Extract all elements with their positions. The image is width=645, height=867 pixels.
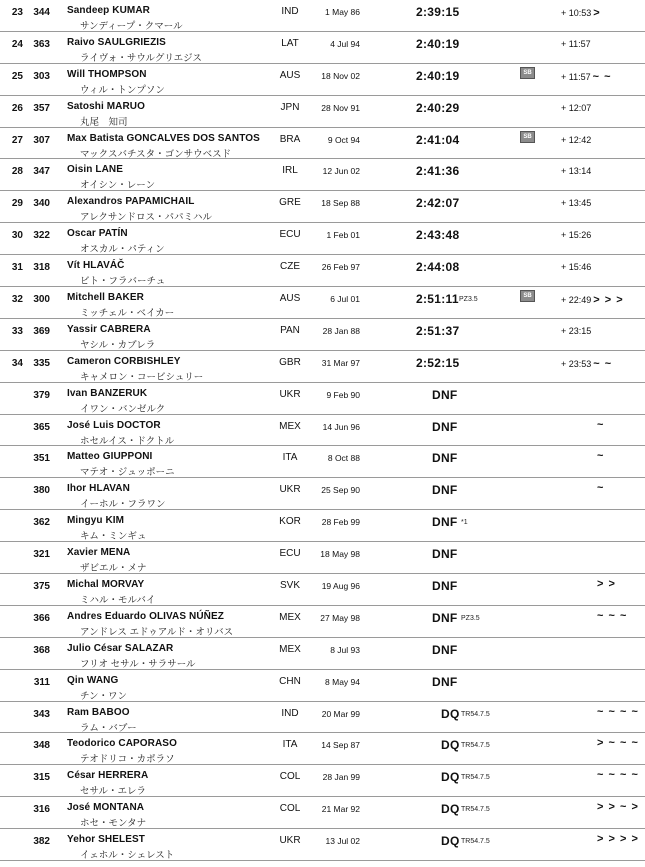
judging-marks: ~	[597, 418, 605, 431]
bib-cell: 335	[33, 357, 50, 369]
time-behind-value: + 22:49	[561, 295, 592, 306]
table-row	[0, 574, 645, 606]
bib-cell: 379	[33, 389, 50, 401]
birth-date-cell: 4 Jul 94	[330, 38, 360, 49]
athlete-name: Oscar PATÍN	[67, 228, 128, 240]
time-behind-value: + 11:57	[561, 71, 591, 82]
season-best-badge: SB	[520, 131, 535, 143]
birth-date-cell: 21 Mar 92	[321, 804, 360, 815]
table-row	[0, 32, 645, 64]
result-note: TR54.7.5	[461, 742, 490, 750]
nationality-cell: MEX	[279, 420, 301, 432]
table-row	[0, 351, 645, 383]
rank-cell: 26	[11, 102, 23, 114]
judging-marks: > > ~ >	[597, 801, 639, 814]
table-row	[0, 797, 645, 829]
nationality-cell: UKR	[279, 835, 301, 847]
judging-marks: > > > >	[597, 833, 639, 846]
birth-date-cell: 9 Oct 94	[327, 134, 360, 145]
birth-date-cell: 18 Sep 88	[321, 198, 360, 209]
birth-date-cell: 31 Mar 97	[321, 357, 360, 368]
judging-marks: > >	[597, 578, 616, 591]
rank-cell: 34	[11, 357, 23, 369]
athlete-name-japanese: ウィル・トンプソン	[80, 84, 165, 96]
athlete-name-japanese: オイシン・レーン	[80, 180, 156, 192]
result-cell: DNF	[432, 610, 458, 625]
table-row	[0, 128, 645, 160]
nationality-cell: SVK	[279, 580, 300, 592]
nationality-cell: JPN	[280, 101, 300, 113]
athlete-name-japanese: ヤシル・カブレラ	[80, 339, 156, 351]
birth-date-cell: 6 Jul 01	[330, 294, 360, 305]
table-row	[0, 191, 645, 223]
time-behind-cell	[561, 358, 612, 370]
athlete-name: Ihor HLAVAN	[67, 483, 130, 495]
athlete-name: Qin WANG	[67, 674, 119, 686]
judging-marks: > > >	[593, 294, 624, 307]
bib-cell: 303	[33, 70, 50, 82]
judging-marks: ~	[597, 482, 605, 495]
result-note: PZ3.5	[461, 614, 480, 622]
table-row	[0, 829, 645, 861]
nationality-cell: AUS	[279, 293, 301, 305]
rank-cell: 33	[11, 325, 23, 337]
season-best-badge: SB	[520, 290, 535, 302]
nationality-cell: ITA	[282, 739, 298, 751]
birth-date-cell: 28 Jan 99	[322, 772, 360, 783]
time-behind-value: + 11:57	[561, 38, 591, 49]
table-row	[0, 446, 645, 478]
result-cell: DQ	[441, 802, 460, 817]
table-row	[0, 702, 645, 734]
result-cell: 2:41:04	[416, 132, 460, 147]
birth-date-cell: 13 Jul 02	[325, 836, 360, 847]
athlete-name: Satoshi MARUO	[67, 100, 145, 112]
bib-cell: 307	[33, 134, 50, 146]
time-behind-value: + 23:53	[561, 358, 592, 369]
athlete-name: Mingyu KIM	[67, 515, 125, 527]
athlete-name-japanese: ホセ・モンタナ	[80, 818, 147, 830]
birth-date-cell: 1 Feb 01	[326, 230, 360, 241]
athlete-name-japanese: オスカル・パティン	[80, 244, 165, 256]
nationality-cell: CHN	[279, 675, 301, 687]
nationality-cell: UKR	[279, 484, 301, 496]
nationality-cell: MEX	[279, 643, 301, 655]
nationality-cell: ECU	[279, 548, 301, 560]
rank-cell: 31	[11, 262, 23, 274]
birth-date-cell: 28 Nov 91	[321, 102, 360, 113]
nationality-cell: IND	[281, 6, 299, 17]
table-row	[0, 0, 645, 32]
athlete-name: César HERRERA	[67, 770, 149, 782]
nationality-cell: GBR	[279, 356, 301, 368]
result-cell: 2:40:19	[416, 36, 460, 51]
nationality-cell: BRA	[279, 133, 301, 145]
bib-cell: 311	[33, 676, 50, 688]
nationality-cell: ECU	[279, 229, 301, 241]
athlete-name-japanese: テオドリコ・カポラソ	[80, 754, 175, 766]
athlete-name-japanese: サンディープ・クマール	[80, 21, 183, 32]
judging-marks: ~ ~	[593, 357, 613, 370]
judging-marks: ~ ~ ~ ~	[597, 769, 639, 782]
athlete-name-japanese: ミッチェル・ベイカー	[80, 308, 175, 319]
rank-cell: 32	[11, 294, 23, 306]
result-cell: DQ	[441, 834, 460, 849]
bib-cell: 340	[33, 198, 50, 210]
athlete-name-japanese: ビト・フラバーチュ	[80, 276, 166, 288]
athlete-name: Xavier MENA	[67, 547, 131, 559]
bib-cell: 351	[33, 453, 50, 465]
athlete-name-japanese: ザビエル・メナ	[80, 563, 147, 575]
result-cell: DQ	[441, 770, 460, 785]
rank-cell: 23	[11, 7, 23, 18]
birth-date-cell: 9 Feb 90	[326, 389, 360, 400]
time-behind-value: + 15:26	[561, 230, 592, 241]
athlete-name-japanese: アンドレス エドゥアルド・オリバス	[80, 626, 234, 638]
result-cell: DQ	[441, 706, 460, 721]
nationality-cell: KOR	[279, 516, 301, 528]
athlete-name-japanese: ライヴォ・サウルグリエジス	[80, 52, 202, 64]
table-row	[0, 64, 645, 96]
result-cell: 2:39:15	[416, 5, 460, 19]
athlete-name: Max Batista GONCALVES DOS SANTOS	[67, 132, 260, 144]
birth-date-cell: 18 May 98	[320, 549, 360, 560]
nationality-cell: IND	[281, 707, 299, 719]
birth-date-cell: 8 Oct 88	[327, 453, 360, 464]
time-behind-value: + 23:15	[561, 325, 592, 336]
rank-cell: 28	[11, 166, 23, 178]
table-row	[0, 542, 645, 574]
result-cell: DNF	[432, 483, 458, 498]
bib-cell: 362	[33, 517, 50, 529]
table-row	[0, 319, 645, 351]
bib-cell: 321	[33, 549, 50, 561]
nationality-cell: GRE	[279, 197, 301, 209]
birth-date-cell: 8 May 94	[325, 676, 360, 687]
table-row	[0, 765, 645, 797]
bib-cell: 300	[33, 294, 50, 306]
result-cell: DNF	[432, 451, 458, 466]
nationality-cell: LAT	[281, 37, 299, 49]
athlete-name-japanese: ミハル・モルバイ	[80, 595, 156, 606]
athlete-name-japanese: セサル・エレラ	[80, 786, 147, 798]
athlete-name: José Luis DOCTOR	[67, 419, 161, 431]
nationality-cell: AUS	[279, 69, 301, 81]
athlete-name-japanese: キム・ミンギュ	[80, 531, 147, 543]
athlete-name: Cameron CORBISHLEY	[67, 355, 181, 367]
result-cell: DNF	[432, 387, 458, 402]
result-note: TR54.7.5	[461, 838, 490, 846]
nationality-cell: PAN	[280, 324, 300, 336]
nationality-cell: IRL	[282, 165, 298, 177]
athlete-name: Alexandros PAPAMICHAIL	[67, 196, 195, 208]
judging-marks: ~	[597, 450, 605, 463]
nationality-cell: COL	[279, 803, 301, 815]
table-row	[0, 415, 645, 447]
result-cell: 2:40:29	[416, 100, 460, 115]
nationality-cell: MEX	[279, 611, 301, 623]
time-behind-value: + 12:42	[561, 134, 592, 145]
time-behind-cell	[561, 71, 612, 83]
time-behind-value: + 10:53	[561, 8, 592, 18]
bib-cell: 322	[33, 230, 50, 242]
athlete-name-japanese: アレクサンドロス・パパミハル	[80, 212, 212, 224]
result-cell: 2:51:11	[416, 292, 459, 307]
season-best-badge: SB	[520, 67, 535, 79]
birth-date-cell: 27 May 98	[320, 612, 360, 623]
bib-cell: 348	[33, 740, 50, 752]
result-cell: 2:43:48	[416, 228, 460, 243]
nationality-cell: ITA	[282, 452, 298, 464]
time-behind-cell	[561, 103, 591, 113]
bib-cell: 357	[33, 102, 50, 114]
athlete-name: Mitchell BAKER	[67, 292, 144, 304]
result-note: TR54.7.5	[461, 774, 490, 782]
athlete-name: Ivan BANZERUK	[67, 387, 148, 399]
athlete-name-japanese: ホセルイス・ドクトル	[80, 435, 175, 447]
athlete-name-japanese: フリオ セサル・サラサール	[80, 658, 196, 670]
athlete-name: Teodorico CAPORASO	[67, 738, 177, 750]
bib-cell: 380	[33, 485, 50, 497]
table-row	[0, 287, 645, 319]
result-cell: 2:41:36	[416, 164, 460, 179]
result-cell: DNF	[432, 419, 458, 434]
athlete-name-japanese: マックスバチスタ・ゴンサウベスド	[80, 148, 232, 160]
result-cell: DNF	[432, 674, 458, 689]
result-note: TR54.7.5	[461, 710, 490, 718]
time-behind-cell	[561, 7, 601, 19]
table-row	[0, 733, 645, 765]
result-cell: DNF	[432, 515, 458, 530]
athlete-name-japanese: イワン・バンゼルク	[80, 403, 166, 415]
athlete-name: Yassir CABRERA	[67, 323, 151, 335]
birth-date-cell: 12 Jun 02	[322, 166, 360, 177]
table-row	[0, 670, 645, 702]
rank-cell: 30	[11, 230, 23, 242]
athlete-name: Vít HLAVÁČ	[67, 260, 125, 272]
rank-cell: 25	[11, 70, 23, 82]
birth-date-cell: 19 Aug 96	[321, 581, 360, 592]
result-cell: DQ	[441, 738, 460, 753]
result-cell: 2:42:07	[416, 196, 460, 211]
result-cell: 2:40:19	[416, 68, 460, 83]
time-behind-value: + 15:46	[561, 262, 592, 273]
judging-marks: >	[593, 7, 601, 19]
time-behind-cell	[561, 135, 591, 145]
table-row	[0, 96, 645, 128]
time-behind-cell	[561, 326, 591, 336]
result-cell: DNF	[432, 642, 458, 657]
table-row	[0, 478, 645, 510]
birth-date-cell: 8 Jul 93	[330, 644, 360, 655]
table-row	[0, 638, 645, 670]
judging-marks: ~ ~ ~ ~	[597, 705, 639, 718]
rank-cell: 27	[11, 134, 23, 146]
table-row	[0, 159, 645, 191]
bib-cell: 318	[33, 262, 50, 274]
result-cell: 2:52:15	[416, 355, 460, 370]
table-row	[0, 606, 645, 638]
athlete-name: Matteo GIUPPONI	[67, 451, 153, 463]
judging-marks: ~ ~	[592, 70, 612, 83]
birth-date-cell: 20 Mar 99	[321, 708, 360, 719]
result-cell: DNF	[432, 547, 458, 562]
nationality-cell: CZE	[280, 261, 300, 273]
athlete-name-japanese: 丸尾 知司	[80, 116, 128, 128]
athlete-name-japanese: イェホル・シェレスト	[80, 850, 175, 862]
athlete-name: Julio César SALAZAR	[67, 642, 174, 654]
result-note: PZ3.5	[459, 296, 478, 304]
result-cell: 2:44:08	[416, 260, 460, 275]
time-behind-cell	[561, 262, 591, 272]
birth-date-cell: 18 Nov 02	[321, 70, 360, 81]
athlete-name: José MONTANA	[67, 802, 145, 814]
judging-marks: ~ ~ ~	[597, 609, 628, 622]
time-behind-value: + 13:45	[561, 198, 592, 209]
time-behind-cell	[561, 230, 591, 240]
result-cell: 2:51:37	[416, 323, 460, 338]
bib-cell: 375	[33, 581, 50, 593]
result-note: *1	[461, 519, 468, 527]
table-row	[0, 255, 645, 287]
bib-cell: 343	[33, 708, 50, 720]
athlete-name: Sandeep KUMAR	[67, 5, 150, 16]
athlete-name-japanese: ラム・バブー	[80, 722, 137, 734]
bib-cell: 366	[33, 612, 50, 624]
table-row	[0, 383, 645, 415]
time-behind-value: + 13:14	[561, 166, 592, 177]
birth-date-cell: 28 Feb 99	[321, 517, 360, 528]
rank-cell: 24	[11, 38, 23, 50]
athlete-name: Raivo SAULGRIEZIS	[67, 36, 166, 48]
result-cell: DNF	[432, 579, 458, 594]
birth-date-cell: 14 Sep 87	[321, 740, 360, 751]
bib-cell: 365	[33, 421, 50, 433]
athlete-name-japanese: キャメロン・コービシュリー	[80, 371, 204, 383]
bib-cell: 316	[33, 804, 50, 816]
athlete-name: Will THOMPSON	[67, 68, 147, 80]
bib-cell: 315	[33, 772, 50, 784]
judging-marks: > ~ ~ ~	[597, 737, 639, 750]
time-behind-cell	[561, 198, 591, 208]
athlete-name-japanese: イーホル・フラワン	[80, 499, 166, 511]
bib-cell: 382	[33, 836, 50, 848]
nationality-cell: UKR	[279, 388, 301, 400]
table-row	[0, 510, 645, 542]
athlete-name-japanese: チン・ワン	[80, 690, 128, 702]
athlete-name: Oisin LANE	[67, 164, 124, 176]
athlete-name: Michal MORVAY	[67, 579, 145, 591]
bib-cell: 369	[33, 325, 50, 337]
birth-date-cell: 14 Jun 96	[322, 421, 360, 432]
result-note: TR54.7.5	[461, 806, 490, 814]
time-behind-value: + 12:07	[561, 102, 592, 113]
athlete-name-japanese: マテオ・ジュッポーニ	[80, 467, 175, 479]
time-behind-cell	[561, 294, 624, 306]
table-row	[0, 223, 645, 255]
nationality-cell: COL	[279, 771, 301, 783]
athlete-name: Ram BABOO	[67, 706, 130, 718]
bib-cell: 368	[33, 644, 50, 656]
rank-cell: 29	[11, 198, 23, 210]
athlete-name: Andres Eduardo OLIVAS NÚÑEZ	[67, 610, 224, 622]
birth-date-cell: 1 May 86	[325, 7, 360, 17]
bib-cell: 347	[33, 166, 50, 178]
bib-cell: 344	[33, 7, 50, 18]
time-behind-cell	[561, 166, 591, 176]
athlete-name: Yehor SHELEST	[67, 834, 145, 846]
birth-date-cell: 25 Sep 90	[321, 485, 360, 496]
birth-date-cell: 28 Jan 88	[322, 325, 360, 336]
bib-cell: 363	[33, 38, 50, 50]
time-behind-cell	[561, 39, 591, 49]
birth-date-cell: 26 Feb 97	[321, 262, 360, 273]
